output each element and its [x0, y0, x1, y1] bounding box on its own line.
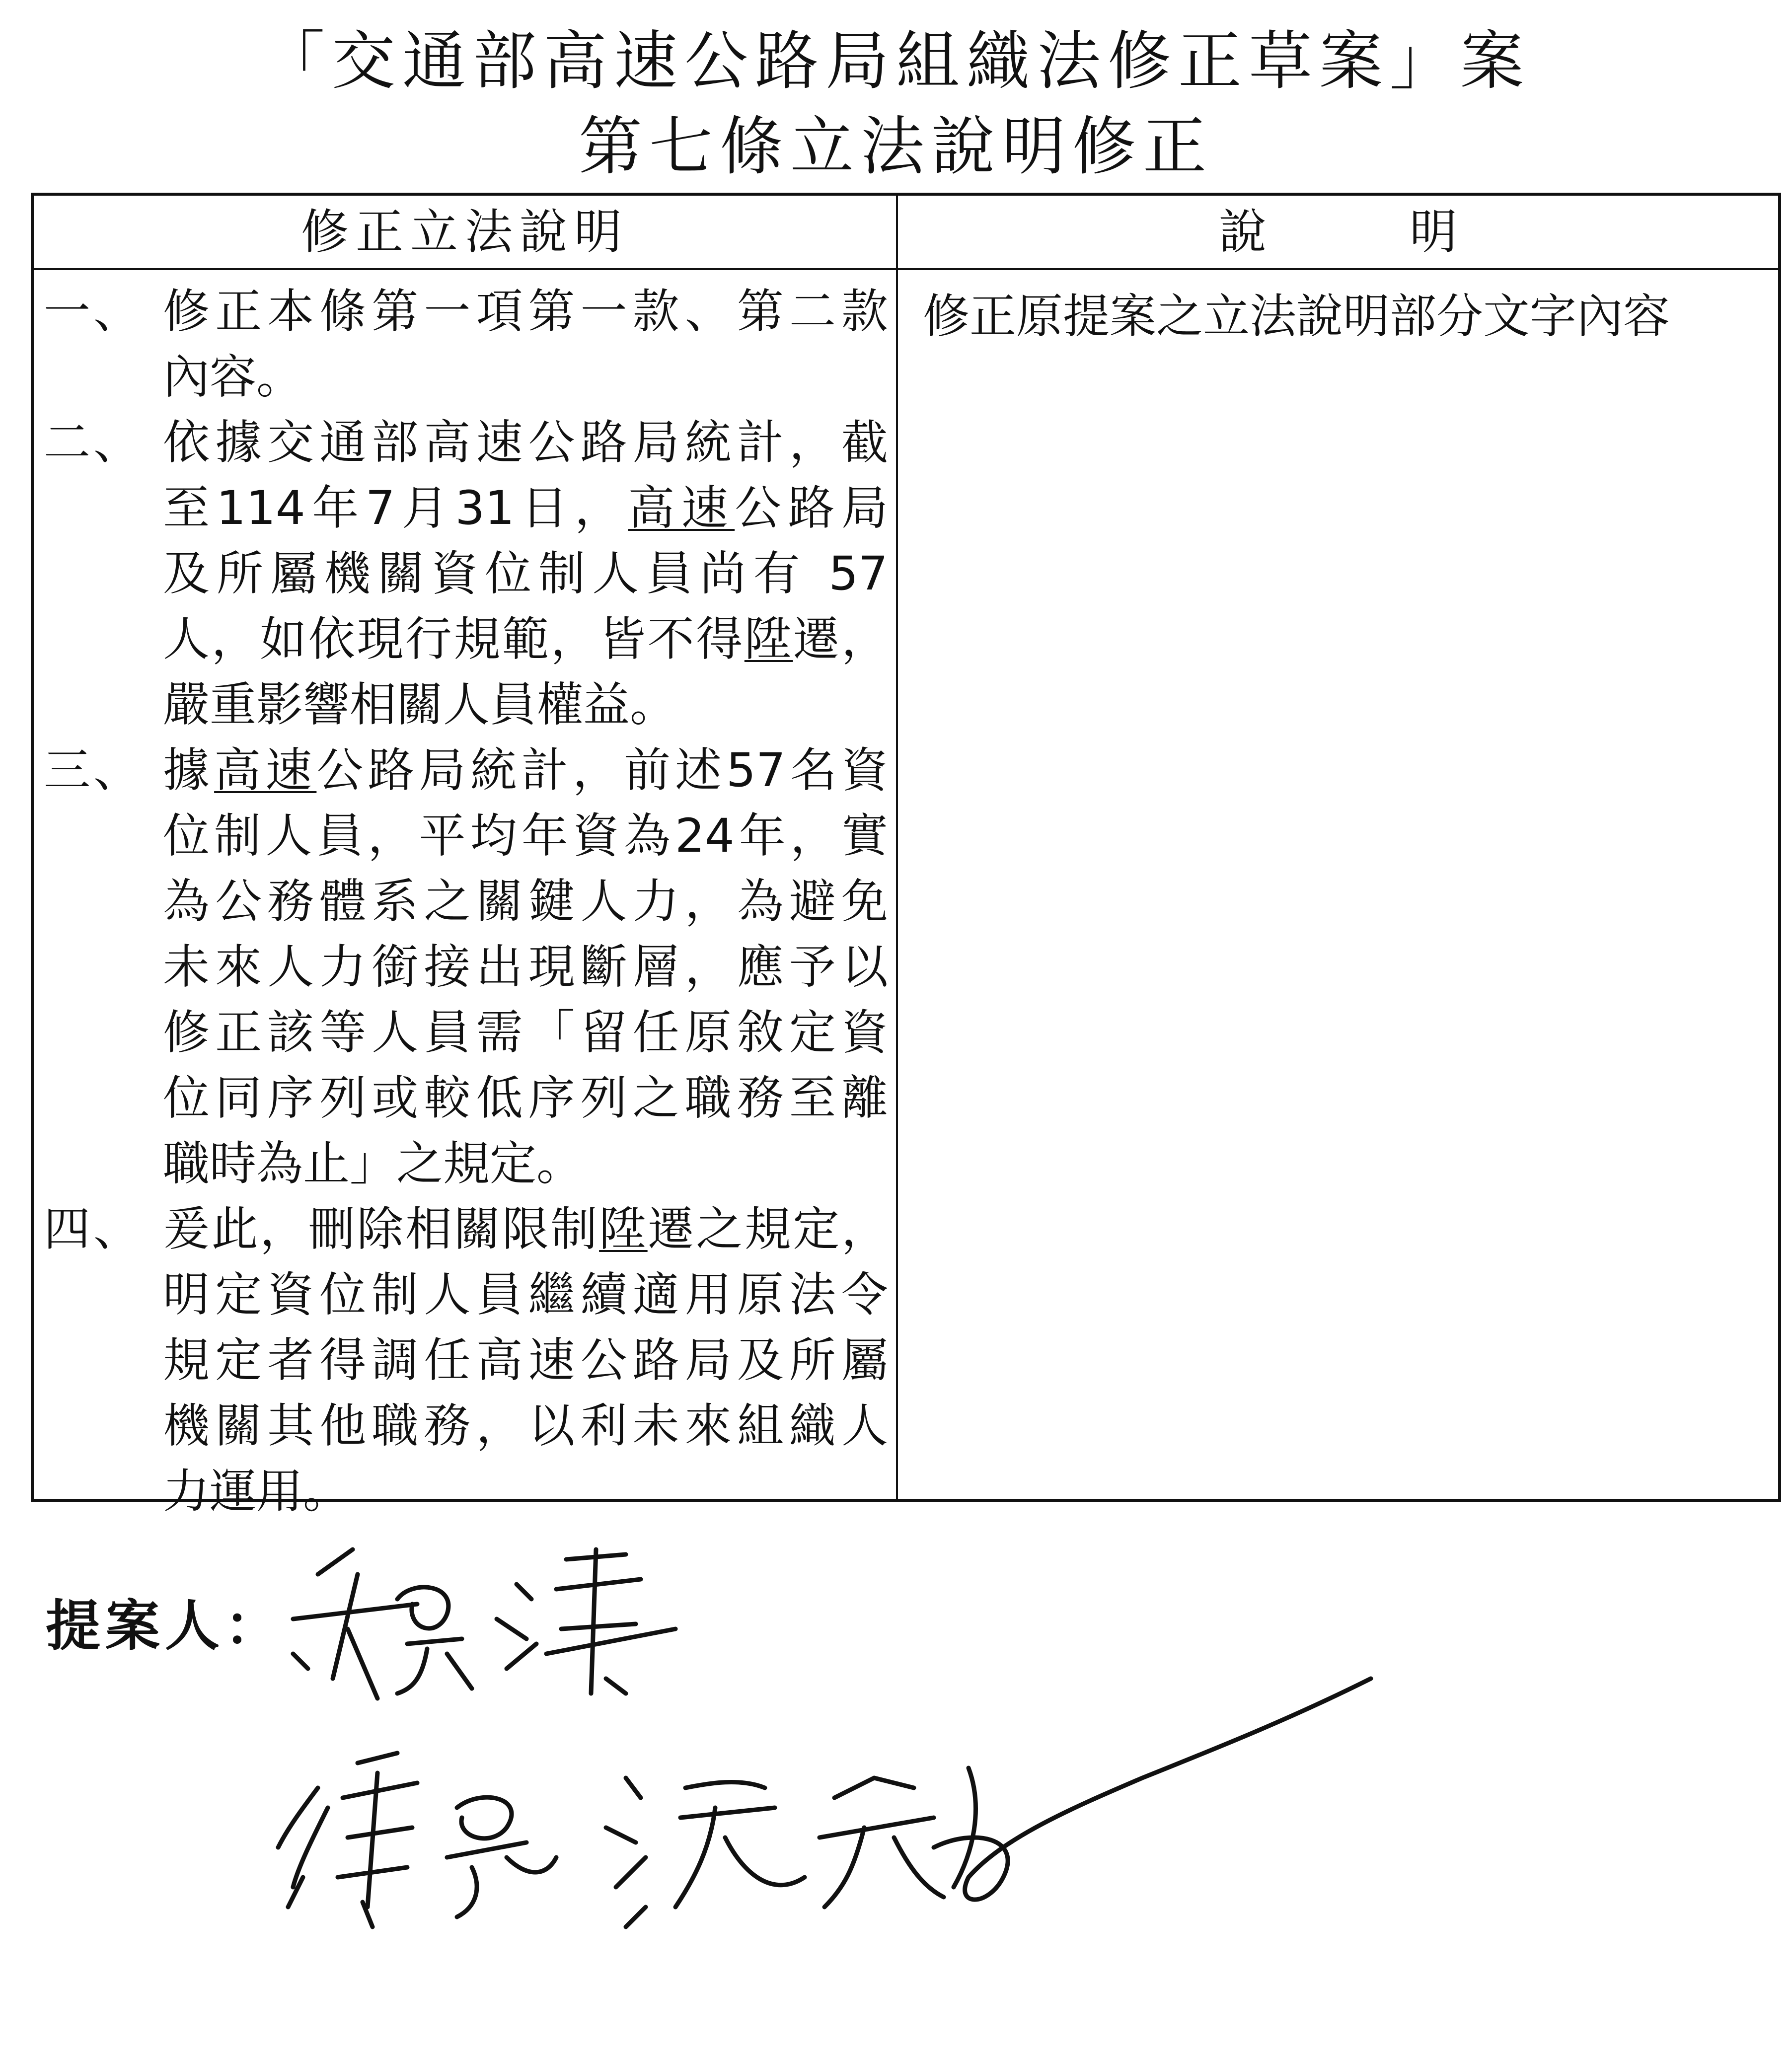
item-line: 嚴重影響相關人員權益。: [163, 678, 677, 732]
item-line: [163, 1197, 888, 1262]
item-line: 機關其他職務，以利未來組織人: [163, 1399, 888, 1453]
proposer-label: 提案人：: [46, 1594, 284, 1658]
right-column-text: 修正原提案之立法說明部分文字內容: [923, 290, 1670, 344]
handwritten-signatures: [248, 1530, 1540, 2026]
header-explanation: 說 明: [1219, 204, 1457, 260]
item-line: 內容。: [163, 350, 303, 404]
item-line: 修正本條第一項第一款、第二款: [163, 285, 888, 339]
item-text: 據: [163, 743, 215, 798]
item-line: 修正該等人員需「留任原敘定資: [163, 1006, 888, 1060]
item-line: 依據交通部高速公路局統計，截: [163, 416, 888, 470]
item-text: 人，如依現行規範，皆不得: [163, 612, 745, 666]
item-line: 位制人員，平均年資為24年，實: [163, 809, 888, 863]
signature-1: [293, 1549, 675, 1698]
item-marker: 四、: [44, 1202, 144, 1256]
item-line: [163, 476, 888, 541]
item-line: 明定資位制人員繼續適用原法令: [163, 1268, 888, 1322]
table-header-row: [34, 196, 1778, 270]
item-marker: 三、: [44, 743, 144, 798]
explanation-column: [34, 270, 896, 1519]
item-line: [163, 738, 888, 804]
document-subtitle: 第七條立法說明修正: [578, 110, 1213, 184]
item-text: 公路局: [735, 481, 888, 535]
item-line: 為公務體系之關鍵人力，為避免: [163, 875, 888, 929]
underlined-text: 陞: [744, 612, 793, 666]
item-line: 未來人力銜接出現斷層，應予以: [163, 940, 888, 994]
item-line: 職時為止」之規定。: [163, 1137, 584, 1191]
amendment-table: [31, 193, 1781, 1519]
item-text: 爰此，刪除相關限制: [163, 1202, 599, 1256]
column-divider: [896, 196, 898, 1499]
signature-3: [606, 1679, 1371, 1927]
item-line: 力運用。: [163, 1465, 350, 1519]
underlined-text: 高速: [214, 743, 317, 798]
signature-2: [278, 1753, 556, 1927]
item-text: 至114年7月31日，: [163, 481, 628, 535]
item-line: 及所屬機關資位制人員尚有 57: [163, 547, 888, 601]
underlined-text: 高速: [628, 481, 735, 535]
item-text: 遷，: [793, 612, 888, 666]
item-line: [163, 607, 888, 672]
item-text: 遷之規定，: [647, 1202, 888, 1256]
underlined-text: 陞: [599, 1202, 648, 1256]
document-title: 「交通部高速公路局組織法修正草案」案: [261, 24, 1531, 98]
item-line: 位同序列或較低序列之職務至離: [163, 1071, 888, 1125]
item-text: 公路局統計，前述57名資: [316, 743, 888, 798]
item-marker: 一、: [44, 285, 144, 339]
header-amended-explanation: 修正立法說明: [301, 204, 629, 260]
item-line: 規定者得調任高速公路局及所屬: [163, 1333, 888, 1388]
item-marker: 二、: [44, 416, 144, 470]
